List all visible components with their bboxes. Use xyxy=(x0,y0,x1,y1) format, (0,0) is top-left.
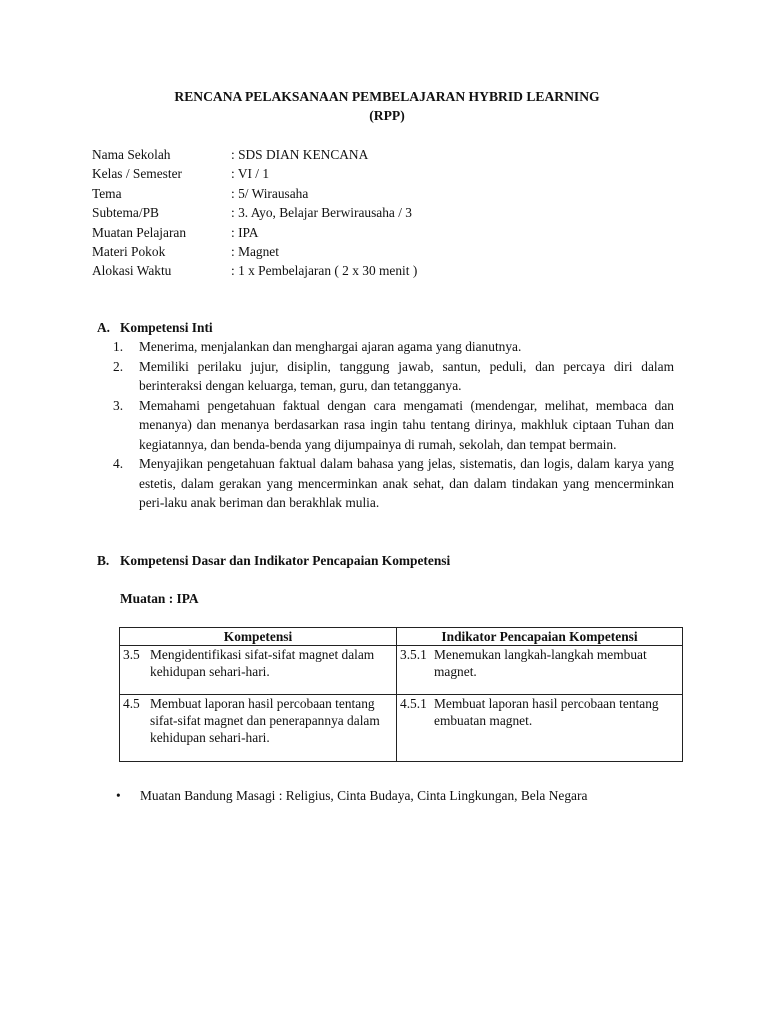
competency-table xyxy=(119,627,683,762)
section-title: Kompetensi Inti xyxy=(120,320,213,335)
info-value: : SDS DIAN KENCANA xyxy=(231,147,369,162)
list-item xyxy=(113,357,674,396)
kd-number: 3.5 xyxy=(123,647,140,662)
info-value: : 5/ Wirausaha xyxy=(231,185,309,201)
info-value: : 3. Ayo, Belajar Berwirausaha / 3 xyxy=(231,205,412,221)
title-line-2: (RPP) xyxy=(369,108,405,123)
list-item xyxy=(113,454,674,513)
info-label: Materi Pokok xyxy=(92,243,166,259)
section-letter: A. xyxy=(97,320,111,335)
list-text: Memahami pengetahuan faktual dengan cara mengamati (mendengar, melihat, membaca dan menanya) dan menanya berdasarkan rasa ingin tahu tentang dirinya, makhluk ciptaan Tuhan dan kegiatannya, dan benda-benda yang dijumpainya di rumah, sekolah, dan tempat bermain. xyxy=(139,397,674,452)
info-row xyxy=(92,242,417,261)
info-row xyxy=(92,164,417,183)
list-number: 3. xyxy=(113,397,124,413)
bullet-item xyxy=(116,786,587,806)
table-row xyxy=(120,646,683,695)
section-b-heading xyxy=(97,551,450,571)
document-title xyxy=(92,87,682,125)
kd-text: Membuat laporan hasil percobaan tentang sifat-sifat magnet dan penerapannya dalam kehidupan sehari-hari. xyxy=(150,696,380,745)
table-cell xyxy=(120,695,397,762)
indicator-number: 4.5.1 xyxy=(400,696,427,711)
identity-block xyxy=(92,145,417,281)
list-text: Menerima, menjalankan dan menghargai ajaran agama yang dianutnya. xyxy=(139,339,522,354)
info-row xyxy=(92,223,417,242)
list-text: Memiliki perilaku jujur, disiplin, tanggung jawab, santun, peduli, dan percaya diri dalam berinteraksi dengan keluarga, teman, guru, dan tetangganya. xyxy=(139,358,674,393)
info-row xyxy=(92,145,417,164)
info-label: Nama Sekolah xyxy=(92,147,171,162)
indicator-text: Membuat laporan hasil percobaan tentang embuatan magnet. xyxy=(434,696,659,728)
section-title: Kompetensi Dasar dan Indikator Pencapaian Kompetensi xyxy=(120,553,451,568)
table-cell xyxy=(120,646,397,695)
info-label: Alokasi Waktu xyxy=(92,263,172,279)
bullet-text: Muatan Bandung Masagi : Religius, Cinta Budaya, Cinta Lingkungan, Bela Negara xyxy=(140,788,588,803)
muatan-heading: Muatan : IPA xyxy=(120,591,199,606)
bullet-icon: • xyxy=(116,788,121,803)
info-value: : Magnet xyxy=(231,243,279,259)
indicator-number: 3.5.1 xyxy=(400,647,427,662)
list-number: 4. xyxy=(113,456,124,471)
section-letter: B. xyxy=(97,553,110,568)
table-header-cell: Indikator Pencapaian Kompetensi xyxy=(397,628,683,646)
list-item xyxy=(113,396,674,455)
section-a-heading xyxy=(97,318,213,338)
info-value: : IPA xyxy=(231,224,259,240)
list-item xyxy=(113,337,674,357)
list-number: 2. xyxy=(113,358,124,374)
info-label: Kelas / Semester xyxy=(92,166,182,182)
info-value: : 1 x Pembelajaran ( 2 x 30 menit ) xyxy=(231,263,418,279)
title-line-1: RENCANA PELAKSANAAN PEMBELAJARAN HYBRID LEARNING xyxy=(174,89,600,104)
list-number: 1. xyxy=(113,339,124,354)
info-label: Subtema/PB xyxy=(92,205,159,221)
indicator-text: Menemukan langkah-langkah membuat magnet. xyxy=(434,647,647,679)
kd-number: 4.5 xyxy=(123,696,140,711)
table-cell xyxy=(397,646,683,695)
info-label: Muatan Pelajaran xyxy=(92,224,187,240)
info-row xyxy=(92,184,417,203)
info-value: : VI / 1 xyxy=(231,166,270,182)
kompetensi-inti-list xyxy=(113,337,674,513)
info-row xyxy=(92,203,417,222)
table-cell xyxy=(397,695,683,762)
table-header-row xyxy=(120,628,683,646)
info-label: Tema xyxy=(92,185,122,201)
table-row xyxy=(120,695,683,762)
info-row xyxy=(92,261,417,280)
list-text: Menyajikan pengetahuan faktual dalam bahasa yang jelas, sistematis, dan logis, dalam karya yang estetis, dalam gerakan yang mencerminkan anak sehat, dan dalam tindakan yang mencerminkan peri-laku anak beriman dan berakhlak mulia. xyxy=(139,456,674,510)
table-header-cell: Kompetensi xyxy=(120,628,397,646)
kd-text: Mengidentifikasi sifat-sifat magnet dalam kehidupan sehari-hari. xyxy=(150,647,375,679)
